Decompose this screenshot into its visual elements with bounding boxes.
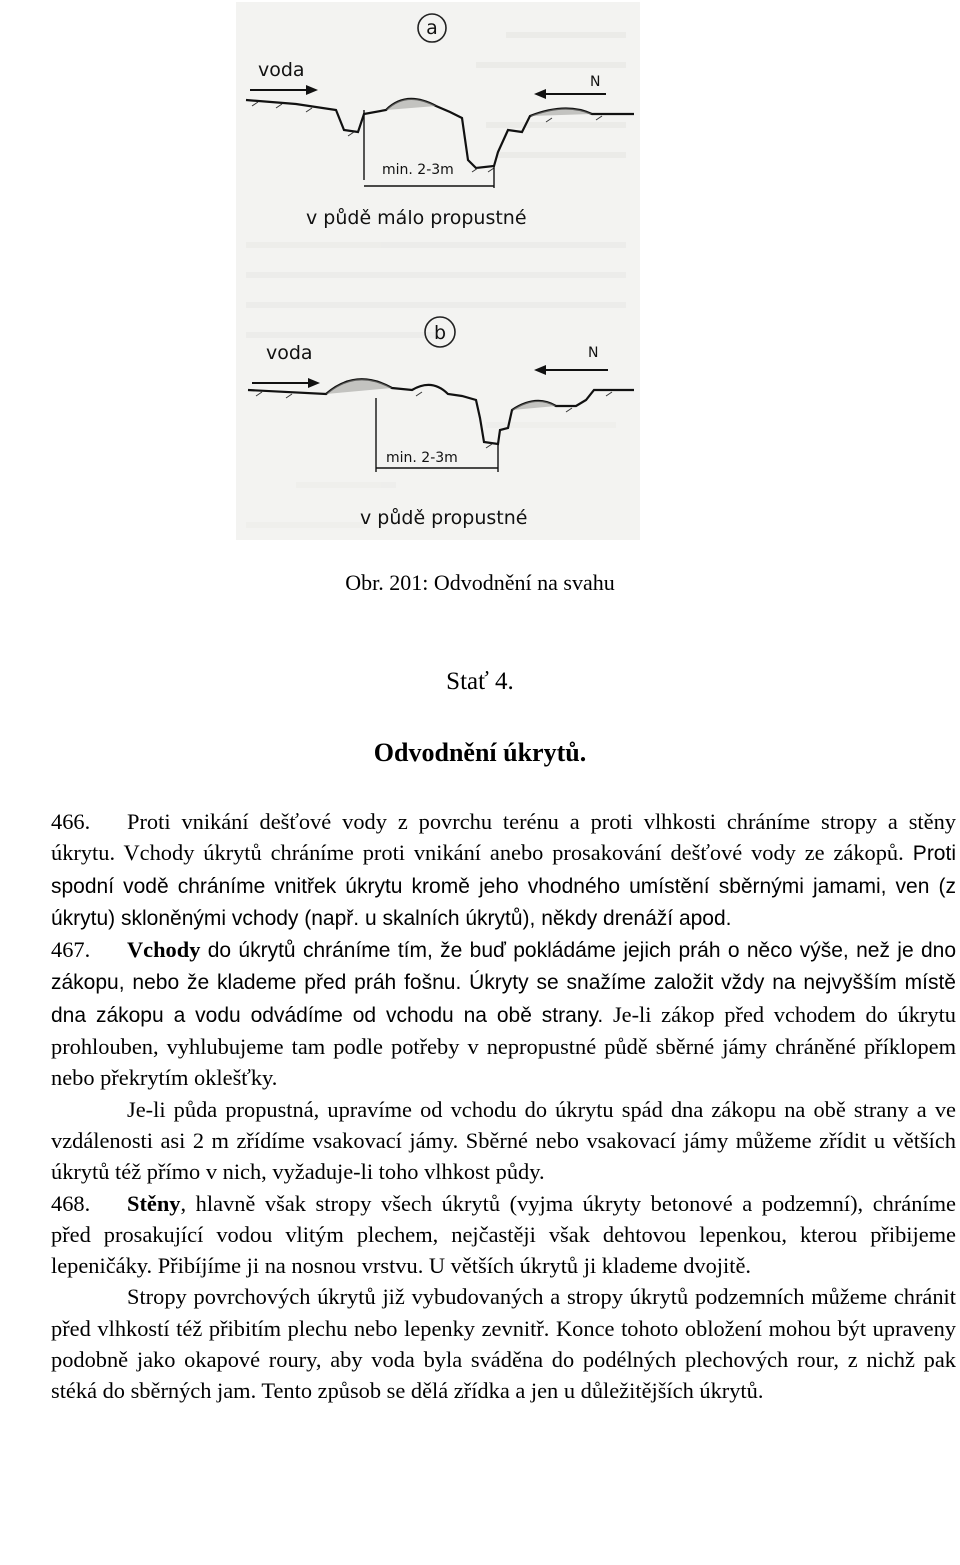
north-label-a: N [590, 74, 601, 90]
keyword: Stěny [127, 1190, 181, 1216]
paragraph-text-sans: do úkrytů chráníme tím, že buď pokládáme jejich práh o něco výše, než je dno zákopu, nebo že klademe před práh fošnu. Úkryty se snažíme založit vždy na nejvyšším místě dna zákopu a vodu odvádíme od vchodu na obě strany. [51, 939, 956, 1027]
drainage-figure [236, 2, 640, 540]
paragraph-467-continued: Je-li půda propustná, upravíme od vchodu do úkrytu spád dna zákopu na obě strany a ve vzdálenosti asi 2 m zřídíme vsakovací jámy. Sběrné nebo vsakovací jámy můžeme zřídit u větších úkrytů též přímo v nich, vyžaduje-li toho vlhkost půdy. [51, 1096, 956, 1185]
paragraph-text: Proti vnikání dešťové vody z povrchu terénu a proti vlhkosti chráníme stropy a stěny úkrytu. Vchody úkrytů chráníme proti vnikání anebo prosakování dešťové vody ze zákopů. [51, 809, 956, 866]
figure-caption: Obr. 201: Odvodnění na svahu [345, 570, 615, 595]
paragraph-number: 466. [51, 809, 91, 834]
dimension-label-a: min. 2-3m [382, 162, 454, 178]
soil-label-b: v půdě propustné [360, 507, 528, 529]
paragraph-467 [51, 934, 956, 1093]
section-title: Stať 4. [446, 668, 514, 695]
terrain-profile-b [248, 379, 634, 444]
paragraph-number: 468. [51, 1190, 91, 1216]
chapter-title: Odvodnění úkrytů. [373, 738, 587, 767]
paragraph-text: Je-li zákop před vchodem do úkrytu prohlouben, vyhlubujeme tam podle potřeby v nepropustné půdě sběrné jámy chráněné příklopem nebo překrytím oklešťky. [51, 1001, 957, 1091]
water-label-a: voda [258, 59, 305, 81]
soil-label-a: v půdě málo propustné [306, 207, 527, 229]
hatching-b [256, 392, 612, 448]
paragraph-468 [51, 1188, 956, 1282]
dimension-label-b: min. 2-3m [386, 450, 458, 466]
label-b: b [433, 322, 447, 344]
body-text [51, 806, 956, 1407]
paragraph-text: , hlavně však stropy všech úkrytů (vyjma úkryty betonové a podzemní), chráníme před prosakující vodou vlitým plechem, nejčastěji však dehtovou lepenkou, kterou přibijeme lepeničáky. Přibíjíme ji na nosnou vrstvu. U větších úkrytů ji klademe dvojitě. [51, 1190, 956, 1279]
label-a: a [426, 17, 438, 39]
diagram-a [246, 14, 634, 229]
paragraph-text-sans: Proti spodní vodě chráníme vnitřek úkrytu kromě jeho vhodného umístění sběrnými jamami, ven (z úkrytu) skloněnými vchody (např. u skalních úkrytů), někdy drenáží apod. [51, 842, 956, 930]
drainage-diagram [236, 2, 640, 540]
paragraph-468-continued: Stropy povrchových úkrytů již vybudovaných a stropy úkrytů podzemních můžeme chránit před vlhkostí též přibitím plechu nebo lepenky zevnitř. Konce tohoto obložení mohou být upraveny podobně jako okapové roury, aby voda byla sváděna do podélných plechových rour, z nichž pak stéká do sběrných jam. Tento způsob se dělá zřídka a jen u důležitějších úkrytů. [51, 1284, 956, 1404]
north-label-b: N [588, 345, 599, 361]
keyword: Vchody [127, 937, 201, 963]
paragraph-number: 467. [51, 937, 91, 963]
paragraph-466 [51, 806, 956, 934]
water-label-b: voda [266, 342, 313, 364]
